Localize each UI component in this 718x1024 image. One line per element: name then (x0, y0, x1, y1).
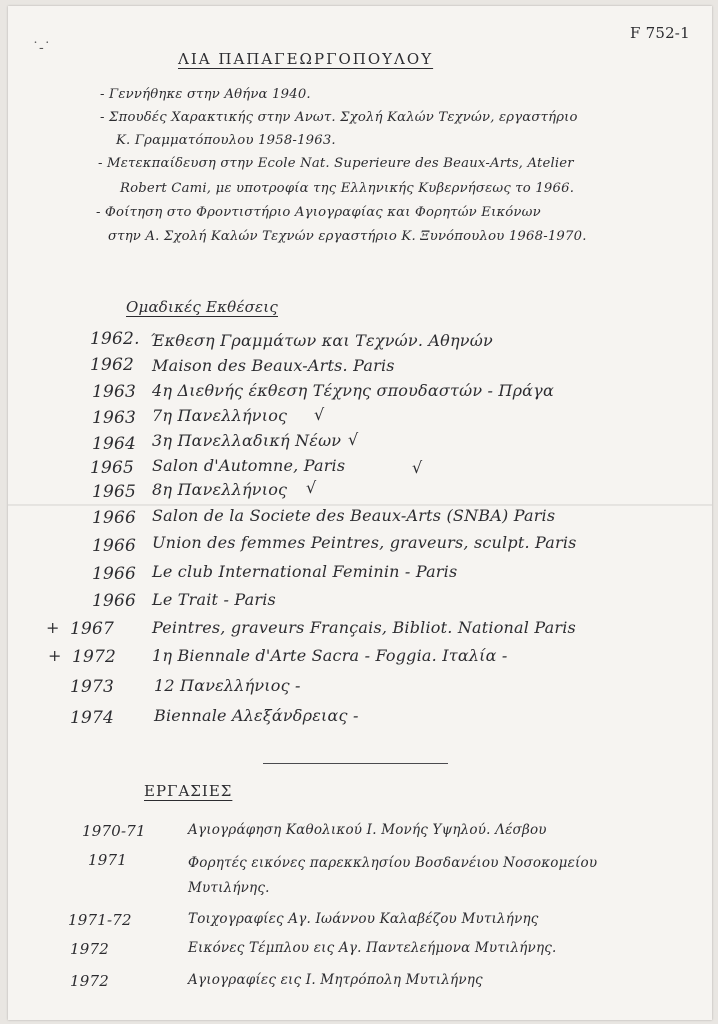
work-year: 1972 (70, 940, 109, 958)
document-page (8, 6, 712, 1020)
check-mark: √ (412, 458, 423, 477)
exhibition-year: 1966 (92, 564, 137, 584)
exhibition-year: 1965 (90, 458, 135, 478)
exhibition-text: Le club International Feminin - Paris (152, 562, 458, 581)
plus-mark: + (46, 618, 60, 637)
page-title: ΛΙΑ ΠΑΠΑΓΕΩΡΓΟΠΟΥΛΟΥ (178, 50, 434, 68)
bio-line: - Γεννήθηκε στην Αθήνα 1940. (100, 87, 311, 102)
work-year: 1970-71 (82, 822, 146, 840)
exhibition-text: 3η Πανελλαδική Νέων (152, 431, 342, 450)
bio-line: στην Α. Σχολή Καλών Τεχνών εργαστήριο Κ. Ξυνόπουλου 1968-1970. (108, 229, 587, 244)
exhibition-year: 1965 (92, 482, 137, 502)
exhibition-year: 1962 (90, 355, 135, 375)
work-text: Αγιογράφηση Καθολικού Ι. Μονής Υψηλού. Λέσβου (188, 822, 547, 838)
exhibition-text: Biennale Αλεξάνδρειας - (154, 706, 359, 725)
exhibition-text: 1η Biennale d'Arte Sacra - Foggia. Ιταλία - (152, 646, 508, 665)
exhibition-text: 12 Πανελλήνιος - (154, 676, 301, 695)
exhibition-year: 1964 (92, 434, 137, 454)
work-year: 1972 (70, 972, 109, 990)
work-text: Φορητές εικόνες παρεκκλησίου Βοσδανέιου Νοσοκομείου (188, 855, 598, 871)
exhibition-year: 1973 (70, 677, 115, 697)
exhibition-text: Le Trait - Paris (152, 590, 276, 609)
exhibition-year: 1962. (90, 329, 140, 349)
work-text: Εικόνες Τέμπλου εις Αγ. Παντελεήμονα Μυτιλήνης. (188, 940, 557, 956)
exhibition-year: 1966 (92, 508, 137, 528)
work-year: 1971 (88, 851, 127, 869)
work-text: Μυτιλήνης. (188, 880, 270, 896)
exhibition-text: Salon d'Automne, Paris (152, 456, 346, 475)
work-text: Τοιχογραφίες Αγ. Ιωάννου Καλαβέζου Μυτιλήνης (188, 911, 539, 927)
exhibition-year: 1972 (72, 647, 117, 667)
exhibition-text: 8η Πανελλήνιος (152, 480, 288, 499)
exhibition-text: Maison des Beaux-Arts. Paris (152, 356, 395, 375)
exhibition-year: 1966 (92, 591, 137, 611)
work-text: Αγιογραφίες εις Ι. Μητρόπολη Μυτιλήνης (188, 972, 483, 988)
bio-line: - Μετεκπαίδευση στην Ecole Nat. Superieure des Beaux-Arts, Atelier (98, 156, 574, 171)
work-year: 1971-72 (68, 911, 132, 929)
exhibition-text: Έκθεση Γραμμάτων και Τεχνών. Αθηνών (150, 331, 493, 350)
exhibition-text: Salon de la Societe des Beaux-Arts (SNBA) Paris (152, 506, 556, 525)
bio-line: Κ. Γραμματόπουλου 1958-1963. (116, 133, 336, 148)
exhibitions-heading: Ομαδικές Εκθέσεις (126, 298, 278, 316)
exhibition-text: Union des femmes Peintres, graveurs, sculpt. Paris (152, 533, 577, 552)
bio-line: Robert Cami, με υποτροφία της Ελληνικής Κυβερνήσεως το 1966. (120, 181, 575, 196)
exhibition-text: 7η Πανελλήνιος (152, 406, 288, 425)
check-mark: √ (306, 478, 317, 497)
bio-line: - Φοίτηση στο Φροντιστήριο Αγιογραφίας και Φορητών Εικόνων (96, 205, 541, 220)
exhibition-year: 1974 (70, 708, 115, 728)
exhibition-year: 1963 (92, 408, 137, 428)
exhibition-text: 4η Διεθνής έκθεση Τέχνης σπουδαστών - Πράγα (152, 381, 554, 400)
works-heading: ΕΡΓΑΣΙΕΣ (144, 782, 233, 800)
divider-line (263, 763, 448, 764)
reference-code: F 752-1 (630, 24, 690, 42)
exhibition-year: 1966 (92, 536, 137, 556)
exhibition-year: 1963 (92, 382, 137, 402)
exhibition-year: 1967 (70, 619, 115, 639)
plus-mark: + (48, 646, 62, 665)
exhibition-text: Peintres, graveurs Français, Bibliot. National Paris (152, 618, 576, 637)
check-mark: √ (314, 405, 325, 424)
ink-mark: ˙-˙ (32, 40, 51, 56)
check-mark: √ (348, 430, 359, 449)
bio-line: - Σπουδές Χαρακτικής στην Ανωτ. Σχολή Καλών Τεχνών, εργαστήριο (100, 110, 578, 125)
